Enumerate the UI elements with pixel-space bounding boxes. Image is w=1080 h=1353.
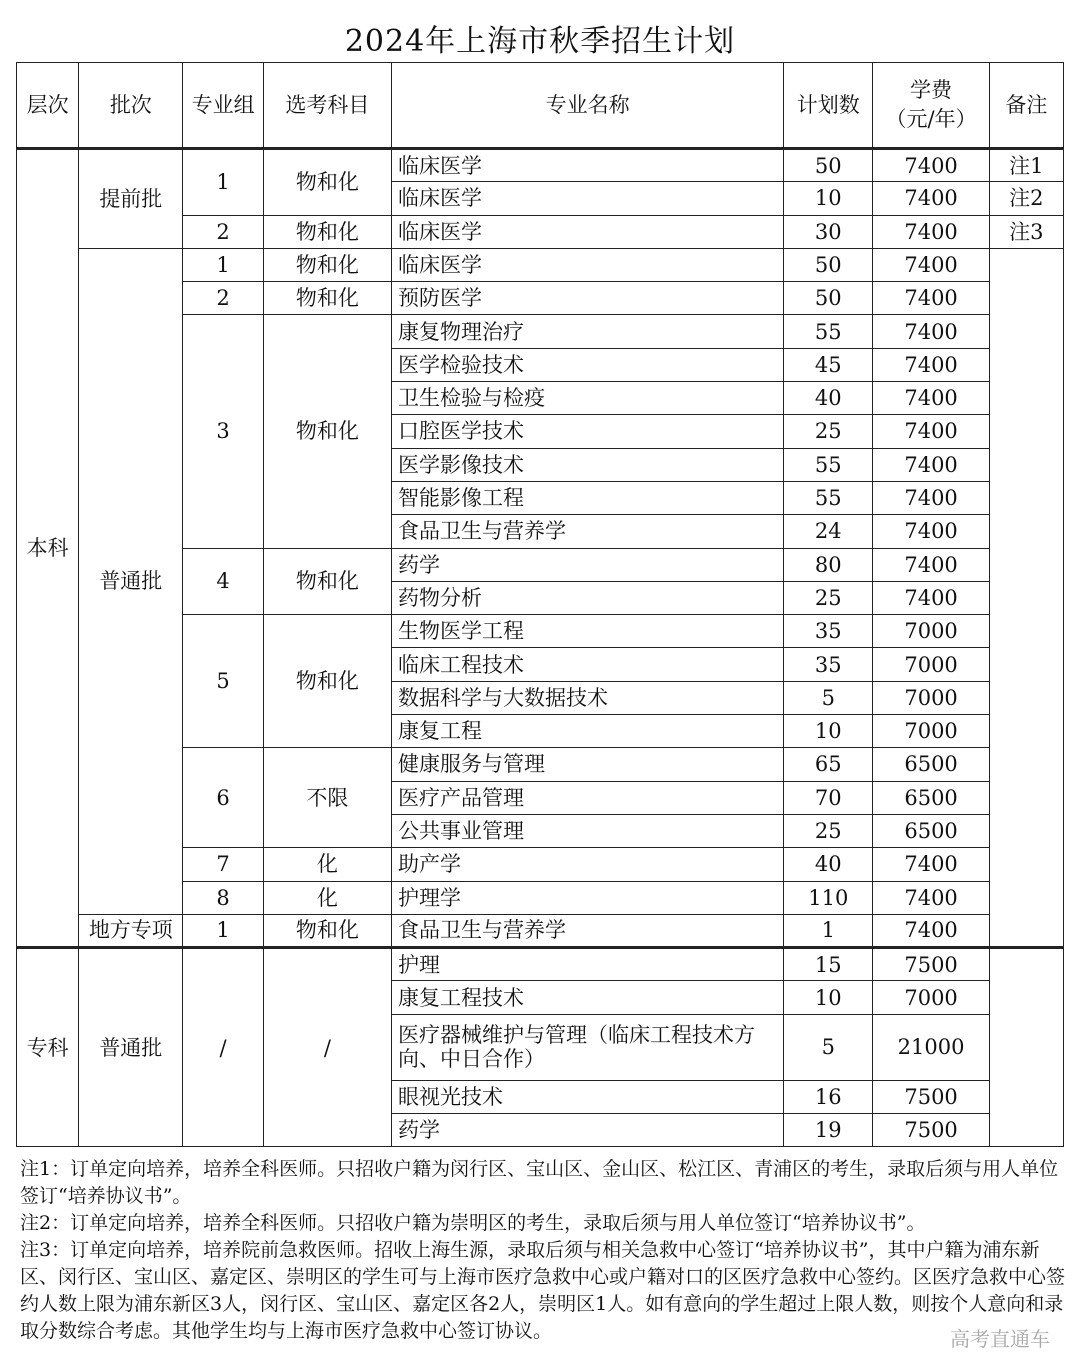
plan-cell: 50 [784,282,873,315]
major-cell: 食品卫生与营养学 [392,914,784,947]
group-cell: 5 [183,615,263,748]
major-cell: 临床医学 [392,248,784,281]
header-level: 层次 [17,63,79,149]
fee-cell: 7400 [873,182,989,215]
plan-cell: 10 [784,182,873,215]
table-row [17,248,1064,281]
plan-cell: 55 [784,448,873,481]
batch-cell: 地方专项 [79,914,183,947]
fee-cell: 6500 [873,781,989,814]
table-row [17,948,1064,981]
fee-cell: 7400 [873,149,989,182]
plan-cell: 25 [784,415,873,448]
plan-cell: 25 [784,581,873,614]
plan-cell: 40 [784,848,873,881]
subjects-cell: 物和化 [263,914,391,947]
watermark: 高考直通车 [950,1327,1050,1351]
header-remark: 备注 [989,63,1063,149]
subjects-cell: 化 [263,881,391,914]
major-cell: 护理学 [392,881,784,914]
major-cell: 药学 [392,1114,784,1147]
fee-cell: 7000 [873,681,989,714]
fee-cell: 7400 [873,282,989,315]
remark-cell [989,248,1063,947]
subjects-cell: 不限 [263,748,391,848]
major-cell: 助产学 [392,848,784,881]
header-batch: 批次 [79,63,183,149]
note-2: 注2：订单定向培养，培养全科医师。只招收户籍为崇明区的考生，录取后须与用人单位签订“培养协议书”。 [20,1212,926,1234]
fee-cell: 7400 [873,348,989,381]
fee-cell: 7500 [873,1114,989,1147]
plan-cell: 15 [784,948,873,981]
plan-cell: 55 [784,481,873,514]
fee-cell: 7400 [873,448,989,481]
fee-cell: 7400 [873,215,989,248]
major-cell: 预防医学 [392,282,784,315]
level-cell: 专科 [17,948,79,1147]
group-cell: 8 [183,881,263,914]
table-row [17,914,1064,947]
plan-cell: 1 [784,914,873,947]
fee-cell: 7400 [873,581,989,614]
remark-cell: 注2 [989,182,1063,215]
subjects-cell: 物和化 [263,615,391,748]
fee-cell: 6500 [873,814,989,847]
major-cell: 公共事业管理 [392,814,784,847]
group-cell: 3 [183,315,263,548]
fee-cell: 7000 [873,615,989,648]
batch-cell: 普通批 [79,948,183,1147]
group-cell: 4 [183,548,263,615]
fee-cell: 7500 [873,948,989,981]
subjects-cell: 物和化 [263,215,391,248]
level-cell: 本科 [17,149,79,948]
fee-cell: 7400 [873,548,989,581]
fee-cell: 7400 [873,914,989,947]
fee-cell: 7400 [873,382,989,415]
fee-cell: 7000 [873,648,989,681]
header-subjects: 选考科目 [263,63,391,149]
header-fee [873,63,989,149]
group-cell: / [183,948,263,1147]
header-plan: 计划数 [784,63,873,149]
plan-cell: 40 [784,382,873,415]
note-3: 注3：订单定向培养，培养院前急救医师。招收上海生源，录取后须与相关急救中心签订“培养协议书”，其中户籍为浦东新区、闵行区、宝山区、嘉定区、崇明区的学生可与上海市医疗急救中心或户籍对口的区医疗急救中心签约。区医疗急救中心签约人数上限为浦东新区3人，闵行区、宝山区、嘉定区各2人，崇明区1人。如有意向的学生超过上限人数，则按个人意向和录取分数综合考虑。其他学生均与上海市医疗急救中心签订协议。 [20,1239,1066,1342]
fee-cell: 7500 [873,1080,989,1113]
plan-cell: 30 [784,215,873,248]
major-cell: 医疗产品管理 [392,781,784,814]
major-cell: 数据科学与大数据技术 [392,681,784,714]
remark-cell [989,948,1063,1147]
major-cell: 智能影像工程 [392,481,784,514]
major-cell: 康复物理治疗 [392,315,784,348]
plan-cell: 50 [784,248,873,281]
major-cell: 药学 [392,548,784,581]
subjects-cell: 物和化 [263,248,391,281]
major-cell: 临床工程技术 [392,648,784,681]
major-cell: 临床医学 [392,182,784,215]
subjects-cell: 物和化 [263,282,391,315]
header-group: 专业组 [183,63,263,149]
fee-cell: 7000 [873,981,989,1014]
plan-cell: 45 [784,348,873,381]
fee-cell: 7400 [873,481,989,514]
group-cell: 1 [183,149,263,216]
remark-cell: 注3 [989,215,1063,248]
note-1: 注1：订单定向培养，培养全科医师。只招收户籍为闵行区、宝山区、金山区、松江区、青浦区的考生，录取后须与用人单位签订“培养协议书”。 [20,1158,1059,1207]
fee-cell: 21000 [873,1014,989,1080]
group-cell: 6 [183,748,263,848]
subjects-cell: 物和化 [263,315,391,548]
group-cell: 7 [183,848,263,881]
major-cell: 食品卫生与营养学 [392,515,784,548]
group-cell: 1 [183,248,263,281]
page-title: 2024年上海市秋季招生计划 [344,24,736,59]
subjects-cell: 物和化 [263,149,391,216]
major-cell: 生物医学工程 [392,615,784,648]
fee-cell: 7400 [873,515,989,548]
fee-cell: 7400 [873,881,989,914]
fee-cell: 6500 [873,748,989,781]
major-cell: 临床医学 [392,149,784,182]
fee-cell: 7400 [873,315,989,348]
header-major: 专业名称 [392,63,784,149]
plan-cell: 35 [784,615,873,648]
plan-cell: 5 [784,1014,873,1080]
major-cell: 医学影像技术 [392,448,784,481]
plan-cell: 16 [784,1080,873,1113]
plan-cell: 110 [784,881,873,914]
batch-cell: 普通批 [79,248,183,914]
major-cell: 康复工程技术 [392,981,784,1014]
major-cell: 医疗器械维护与管理（临床工程技术方向、中日合作） [392,1014,784,1080]
enrollment-plan-table [16,62,1064,1147]
subjects-cell: / [263,948,391,1147]
header-fee-line1: 学费 [910,77,953,102]
major-cell: 医学检验技术 [392,348,784,381]
plan-cell: 50 [784,149,873,182]
fee-cell: 7400 [873,415,989,448]
major-cell: 眼视光技术 [392,1080,784,1113]
major-cell: 卫生检验与检疫 [392,382,784,415]
plan-cell: 10 [784,981,873,1014]
fee-cell: 7000 [873,715,989,748]
major-cell: 药物分析 [392,581,784,614]
plan-cell: 24 [784,515,873,548]
header-row [17,63,1064,149]
plan-cell: 19 [784,1114,873,1147]
group-cell: 2 [183,282,263,315]
major-cell: 护理 [392,948,784,981]
plan-cell: 5 [784,681,873,714]
plan-cell: 25 [784,814,873,847]
footnotes [20,1156,1065,1345]
group-cell: 2 [183,215,263,248]
plan-cell: 10 [784,715,873,748]
plan-cell: 55 [784,315,873,348]
header-fee-line2: （元/年） [885,107,977,131]
major-cell: 健康服务与管理 [392,748,784,781]
batch-cell: 提前批 [79,149,183,249]
major-cell: 临床医学 [392,215,784,248]
subjects-cell: 化 [263,848,391,881]
remark-cell: 注1 [989,149,1063,182]
major-cell: 口腔医学技术 [392,415,784,448]
fee-cell: 7400 [873,248,989,281]
plan-cell: 70 [784,781,873,814]
subjects-cell: 物和化 [263,548,391,615]
plan-cell: 35 [784,648,873,681]
fee-cell: 7400 [873,848,989,881]
table-row [17,149,1064,182]
major-cell: 康复工程 [392,715,784,748]
plan-cell: 80 [784,548,873,581]
group-cell: 1 [183,914,263,947]
plan-cell: 65 [784,748,873,781]
